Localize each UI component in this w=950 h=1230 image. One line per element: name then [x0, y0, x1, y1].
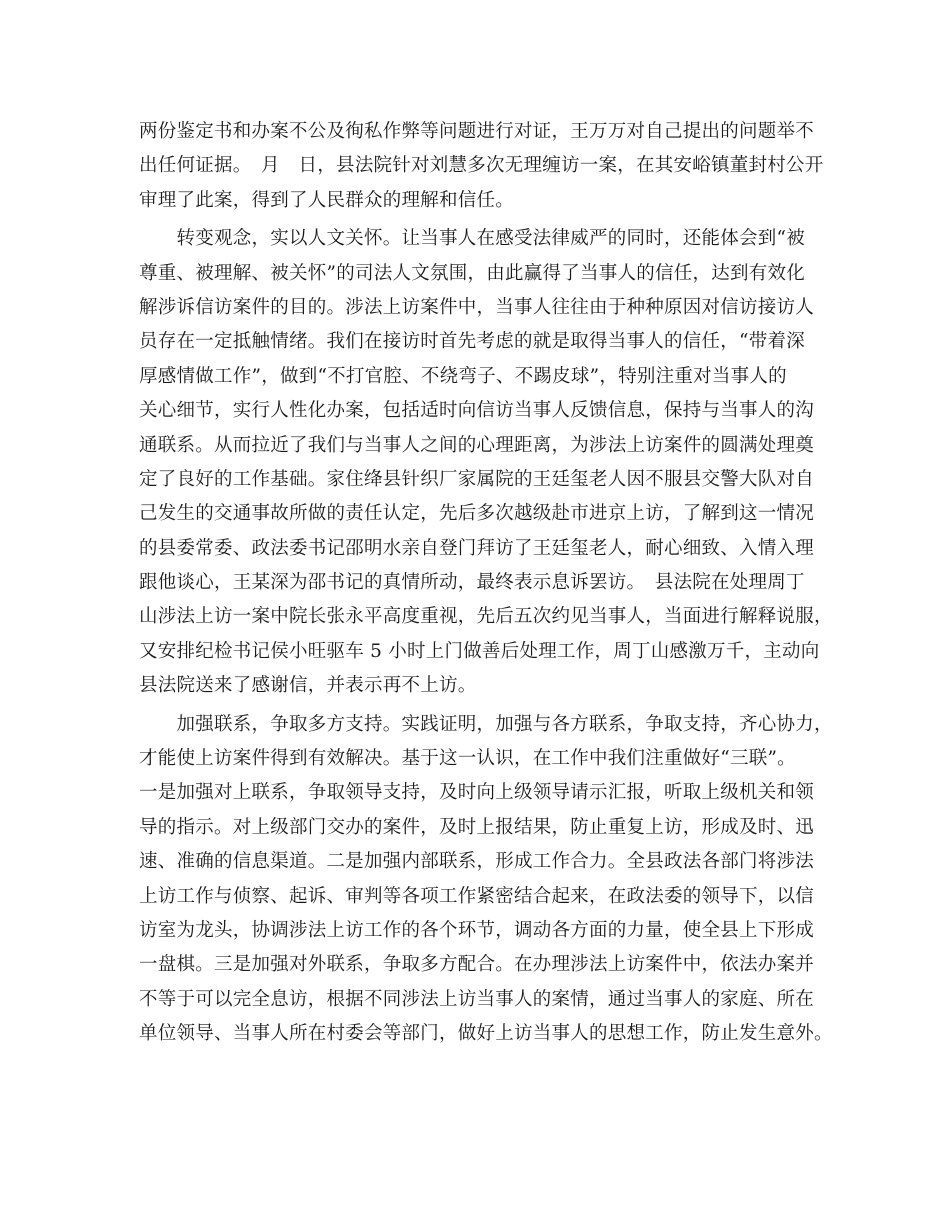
- text-line: 两份鉴定书和办案不公及徇私作弊等问题进行对证，王万万对自己提出的问题举不: [139, 121, 815, 142]
- text-line: 解涉诉信访案件的目的。涉法上访案件中，当事人往往由于种种原因对信访接访人: [139, 296, 815, 318]
- paragraph-1: [139, 115, 824, 218]
- text-line: 山涉法上访一案中院长张永平高度重视，先后五次约见当事人，当面进行解释说服，: [139, 606, 833, 628]
- text-line: 关心细节，实行人性化办案，包括适时向信访当事人反馈信息，保持与当事人的沟: [139, 400, 815, 422]
- text-line: 才能使上访案件得到有效解决。基于这一认识，在工作中我们注重做好“三联”。: [139, 748, 796, 770]
- text-line: 不等于可以完全息访，根据不同涉法上访当事人的案情，通过当事人的家庭、所在: [139, 988, 815, 1010]
- text-line: 的县委常委、政法委书记邵明水亲自登门拜访了王廷玺老人，耐心细致、入情入理: [139, 537, 815, 559]
- text-line: 跟他谈心，王某深为邵书记的真情所动，最终表示息诉罢访。 县法院在处理周丁: [139, 572, 805, 594]
- text-line: 尊重、被理解、被关怀”的司法人文氛围，由此赢得了当事人的信任，达到有效化: [139, 262, 805, 284]
- text-line: 定了良好的工作基础。家住绛县针织厂家属院的王廷玺老人因不服县交警大队对自: [139, 468, 815, 490]
- text-line: 己发生的交通事故所做的责任认定，先后多次越级赴市进京上访，了解到这一情况: [139, 503, 815, 525]
- text-line: 一盘棋。三是加强对外联系，争取多方配合。在办理涉法上访案件中，依法办案并: [139, 954, 815, 976]
- text-line: 县法院送来了感谢信，并表示再不上访。: [139, 675, 477, 697]
- text-line: 厚感情做工作”，做到“不打官腔、不绕弯子、不踢皮球”，特别注重对当事人的: [139, 365, 787, 387]
- text-line: 加强联系，争取多方支持。实践证明，加强与各方联系，争取支持，齐心协力，: [139, 713, 833, 735]
- text-line: 导的指示。对上级部门交办的案件，及时上报结果，防止重复上访，形成及时、迅: [139, 816, 815, 838]
- text-line: 一是加强对上联系，争取领导支持，及时向上级领导请示汇报，听取上级机关和领: [139, 782, 815, 804]
- text-line: 速、准确的信息渠道。二是加强内部联系，形成工作合力。全县政法各部门将涉法: [139, 851, 815, 873]
- document-body: [139, 115, 833, 1052]
- paragraph-3: [139, 708, 833, 1052]
- text-line: 单位领导、当事人所在村委会等部门，做好上访当事人的思想工作，防止发生意外。: [139, 1023, 833, 1045]
- text-line: 又安排纪检书记侯小旺驱车 5 小时上门做善后处理工作，周丁山感激万千，主动向: [139, 640, 820, 662]
- text-line: 出任何证据。 月 日，县法院针对刘慧多次无理缠访一案，在其安峪镇董封村公开: [139, 155, 824, 177]
- text-line: 转变观念，实以人文关怀。让当事人在感受法律威严的同时，还能体会到“被: [139, 228, 805, 250]
- text-line: 通联系。从而拉近了我们与当事人之间的心理距离，为涉法上访案件的圆满处理奠: [139, 434, 815, 456]
- text-line: 员存在一定抵触情绪。我们在接访时首先考虑的就是取得当事人的信任，“带着深: [139, 331, 805, 353]
- paragraph-2: [139, 222, 833, 703]
- text-line: 访室为龙头，协调涉法上访工作的各个环节，调动各方面的力量，使全县上下形成: [139, 919, 815, 941]
- text-line: 审理了此案，得到了人民群众的理解和信任。: [139, 189, 515, 211]
- text-line: 上访工作与侦察、起诉、审判等各项工作紧密结合起来，在政法委的领导下，以信: [139, 885, 815, 907]
